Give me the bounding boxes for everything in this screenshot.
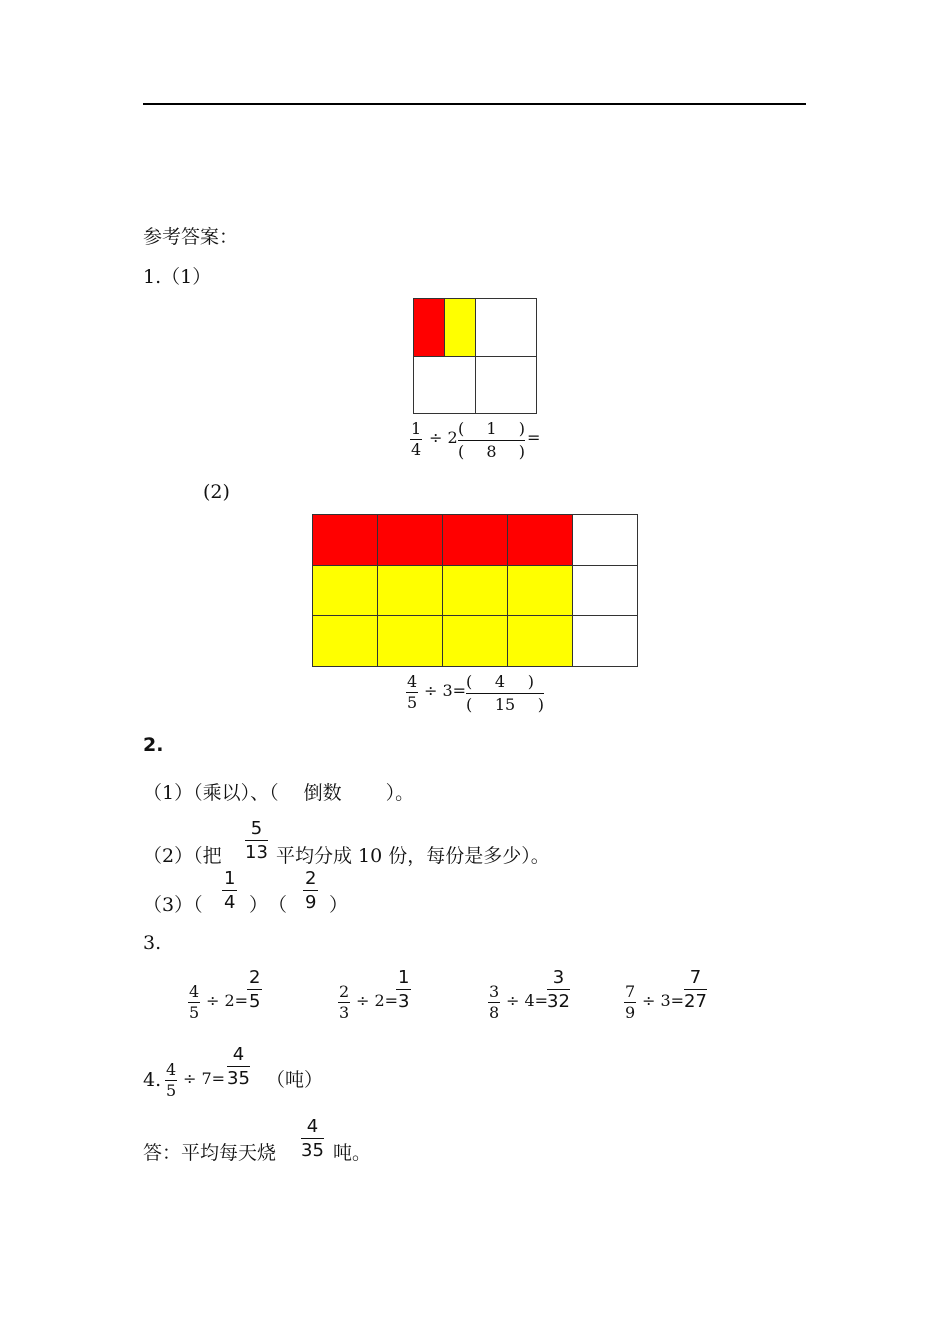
bracket-open: ( bbox=[458, 419, 465, 438]
denominator: 5 bbox=[407, 693, 418, 712]
bracket-open: ( bbox=[466, 672, 473, 691]
q2-line3-end: ） bbox=[329, 894, 349, 916]
q3-item-2-dividend bbox=[338, 983, 350, 1022]
grid-cell-yellow bbox=[443, 616, 508, 667]
denominator: 5 bbox=[166, 1081, 177, 1100]
numerator: 2 bbox=[339, 982, 350, 1001]
fraction-two-ninths bbox=[303, 868, 318, 913]
numerator: 2 bbox=[249, 967, 261, 988]
fraction-one-quarter bbox=[410, 420, 422, 459]
grid-cell-yellow bbox=[378, 566, 443, 616]
grid-cell-yellow bbox=[508, 616, 573, 667]
bracket-close: ) bbox=[527, 672, 534, 691]
divide-op: ÷ 3= bbox=[424, 681, 467, 700]
q3-item-2-result bbox=[396, 967, 411, 1012]
q4-dividend bbox=[165, 1061, 177, 1100]
q4-label: 4. bbox=[143, 1069, 162, 1091]
numerator: 4 bbox=[189, 982, 200, 1001]
denominator: 15 bbox=[494, 695, 516, 714]
q3-label: 3. bbox=[143, 932, 162, 954]
bracket-open: ( bbox=[458, 442, 465, 461]
q3-item-4-op: ÷ 3= bbox=[642, 991, 685, 1010]
numerator: 3 bbox=[547, 967, 570, 990]
numerator: 4 bbox=[494, 672, 506, 691]
q3-item-2-op: ÷ 2= bbox=[356, 991, 399, 1010]
q3-item-4-result bbox=[684, 967, 707, 1012]
denominator: 5 bbox=[249, 991, 261, 1012]
denominator: 32 bbox=[547, 991, 570, 1012]
q2-line2-pre: （2）（把 bbox=[143, 845, 222, 867]
grid-cell-yellow bbox=[508, 566, 573, 616]
q1-grid-large bbox=[312, 514, 638, 667]
denominator: 8 bbox=[486, 442, 497, 461]
grid-cell bbox=[414, 357, 476, 414]
grid-cell-red bbox=[443, 515, 508, 566]
answer-fraction bbox=[458, 420, 525, 461]
denominator: 27 bbox=[684, 991, 707, 1012]
equals-sign: = bbox=[527, 428, 541, 447]
grid-cell bbox=[573, 616, 638, 667]
numerator: 7 bbox=[625, 982, 636, 1001]
answer-heading: 参考答案： bbox=[143, 226, 239, 248]
denominator: 35 bbox=[227, 1068, 250, 1089]
q3-item-3-result bbox=[547, 967, 570, 1012]
bracket-close: ) bbox=[518, 442, 525, 461]
numerator: 1 bbox=[486, 419, 497, 438]
grid-cell-red bbox=[378, 515, 443, 566]
q3-item-1-result bbox=[247, 967, 262, 1012]
bracket-close: ) bbox=[518, 419, 525, 438]
numerator: 5 bbox=[245, 818, 268, 841]
denominator: 4 bbox=[224, 892, 236, 913]
q4-answer-post: 吨。 bbox=[333, 1142, 372, 1164]
grid-cell bbox=[476, 357, 537, 414]
q3-item-1-op: ÷ 2= bbox=[206, 991, 249, 1010]
grid-cell bbox=[476, 299, 537, 357]
fraction-five-thirteenths bbox=[245, 818, 268, 863]
q4-op: ÷ 7= bbox=[183, 1069, 226, 1088]
q2-line2-post: 平均分成 10 份，每份是多少）。 bbox=[276, 845, 550, 867]
numerator: 4 bbox=[227, 1044, 250, 1067]
fraction-four-fifths bbox=[406, 673, 418, 712]
grid-cell-red bbox=[313, 515, 378, 566]
numerator: 4 bbox=[301, 1116, 324, 1139]
q2-line1: （1）（乘以）、（ 倒数 ）。 bbox=[143, 782, 415, 804]
numerator: 2 bbox=[305, 868, 317, 889]
fraction-one-quarter-big bbox=[222, 868, 237, 913]
q2-line3-mid: ） （ bbox=[249, 894, 288, 916]
bracket-close: ) bbox=[537, 695, 544, 714]
denominator: 3 bbox=[339, 1003, 350, 1022]
answer-fraction bbox=[466, 673, 544, 714]
numerator: 1 bbox=[398, 967, 410, 988]
grid-cell-red bbox=[508, 515, 573, 566]
numerator: 1 bbox=[411, 419, 422, 438]
grid-cell bbox=[573, 515, 638, 566]
q4-result bbox=[227, 1044, 250, 1089]
grid-cell-red bbox=[414, 299, 445, 357]
q1-grid-small bbox=[413, 298, 537, 414]
numerator: 1 bbox=[224, 868, 236, 889]
q4-unit: （吨） bbox=[266, 1069, 324, 1091]
denominator: 9 bbox=[625, 1003, 636, 1022]
q3-item-3-dividend bbox=[488, 983, 500, 1022]
grid-cell-yellow bbox=[443, 566, 508, 616]
q1-part2-label: (2) bbox=[203, 481, 230, 503]
q3-item-1-dividend bbox=[188, 983, 200, 1022]
q4-answer-fraction bbox=[301, 1116, 324, 1161]
denominator: 4 bbox=[411, 440, 422, 459]
q1-label: 1.（1） bbox=[143, 266, 212, 288]
q2-line3-pre: （3）（ bbox=[143, 894, 203, 916]
q3-item-4-dividend bbox=[624, 983, 636, 1022]
q3-item-3-op: ÷ 4= bbox=[506, 991, 549, 1010]
denominator: 8 bbox=[489, 1003, 500, 1022]
grid-cell bbox=[573, 566, 638, 616]
numerator: 4 bbox=[166, 1060, 177, 1079]
numerator: 4 bbox=[407, 672, 418, 691]
bracket-open: ( bbox=[466, 695, 473, 714]
grid-cell-yellow bbox=[313, 616, 378, 667]
denominator: 3 bbox=[398, 991, 410, 1012]
grid-cell-yellow bbox=[445, 299, 476, 357]
denominator: 5 bbox=[189, 1003, 200, 1022]
denominator: 13 bbox=[245, 842, 268, 863]
q4-answer-pre: 答：平均每天烧 bbox=[143, 1142, 277, 1164]
denominator: 9 bbox=[305, 892, 317, 913]
numerator: 7 bbox=[684, 967, 707, 990]
header-rule bbox=[143, 103, 806, 105]
q2-label: 2. bbox=[143, 734, 164, 756]
divide-op: ÷ 2 bbox=[429, 428, 458, 447]
grid-cell-yellow bbox=[313, 566, 378, 616]
denominator: 35 bbox=[301, 1140, 324, 1161]
numerator: 3 bbox=[489, 982, 500, 1001]
grid-cell-yellow bbox=[378, 616, 443, 667]
